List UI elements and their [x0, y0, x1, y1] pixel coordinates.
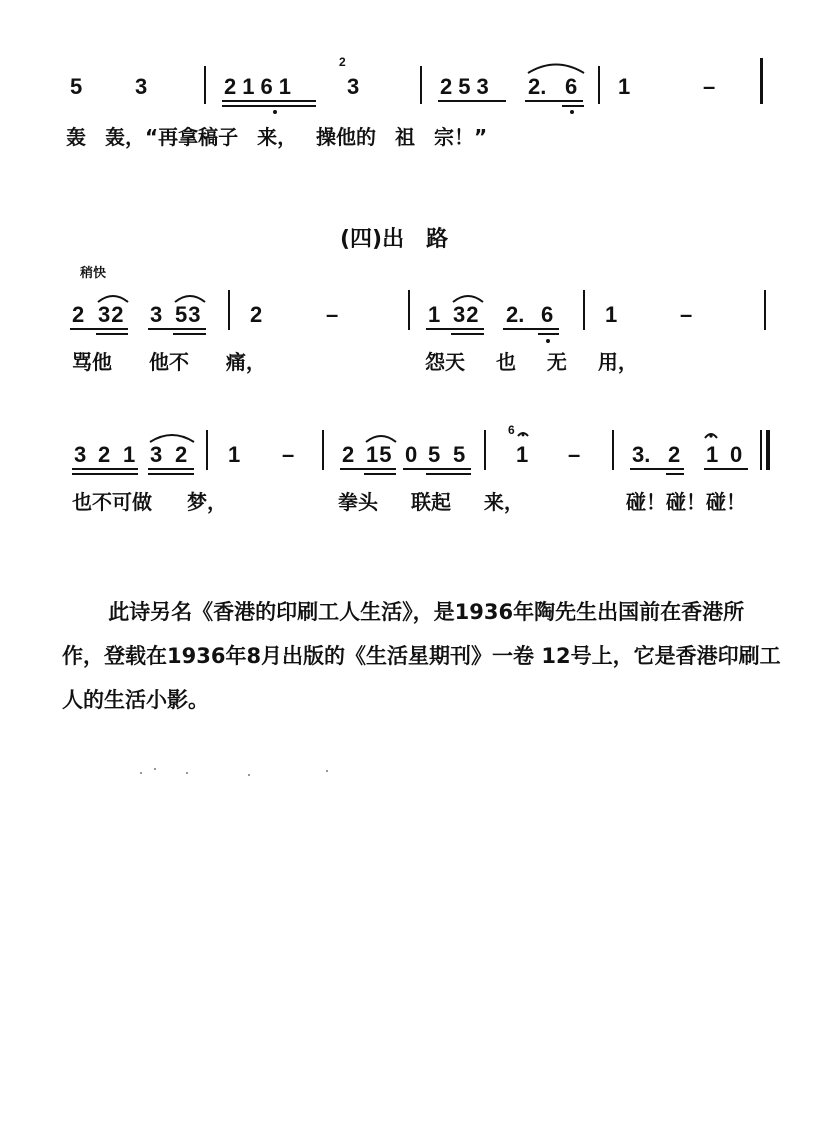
- scan-speck: [326, 770, 328, 772]
- note-group: 253: [440, 74, 495, 99]
- lyrics-line: 轰 轰，“再拿稿子 来， 操他的 祖 宗！”: [66, 125, 488, 149]
- lyrics-line: 也不可做 梦，: [72, 490, 227, 514]
- tie: [366, 436, 396, 442]
- note: 1: [516, 442, 529, 467]
- slur-marks: [0, 0, 830, 560]
- note-group: 15: [366, 442, 393, 467]
- lyrics-line: 拳头 联起 来，: [338, 490, 524, 514]
- tie: [528, 65, 584, 74]
- note: 1: [618, 74, 631, 99]
- note: 1: [123, 442, 136, 467]
- note: 1: [605, 302, 618, 327]
- scan-speck: [154, 768, 156, 770]
- grace-note: 6: [508, 423, 515, 437]
- note: 2: [668, 442, 681, 467]
- note: 5: [453, 442, 466, 467]
- note-group: 2161: [224, 74, 297, 99]
- note: 0: [405, 442, 418, 467]
- lyrics-line: 骂他 他不 痛，: [72, 350, 266, 374]
- note-group: 32: [98, 302, 125, 327]
- note: 3: [74, 442, 87, 467]
- note: 2: [175, 442, 188, 467]
- dash: –: [680, 302, 693, 327]
- tie: [175, 296, 205, 302]
- note: 0: [730, 442, 743, 467]
- note: 6: [541, 302, 554, 327]
- note: 2: [250, 302, 263, 327]
- note: 1: [428, 302, 441, 327]
- scan-speck: [248, 774, 250, 776]
- tie: [150, 435, 194, 442]
- note: 1: [706, 442, 719, 467]
- note: 2: [98, 442, 111, 467]
- note: 1: [228, 442, 241, 467]
- note-group: 53: [175, 302, 202, 327]
- dash: –: [568, 442, 581, 467]
- note: 2: [342, 442, 355, 467]
- dash: –: [703, 74, 716, 99]
- note-group: 32: [453, 302, 480, 327]
- note: 3: [150, 302, 163, 327]
- note: 3: [135, 74, 148, 99]
- note: 2.: [506, 302, 525, 327]
- note: 3: [347, 74, 360, 99]
- fermata-dot: [522, 434, 525, 437]
- commentary-text: 此诗另名《香港的印刷工人生活》，是1936年陶先生出国前在香港所作，登载在1936年8月出版的《生活星期刊》一卷 12号上，它是香港印刷工人的生活小影。: [62, 600, 781, 712]
- scan-speck: [186, 772, 188, 774]
- note: 2.: [528, 74, 547, 99]
- dash: –: [282, 442, 295, 467]
- scan-speck: [140, 772, 142, 774]
- fermata-dot: [709, 434, 712, 437]
- tempo-marking: 稍快: [80, 266, 107, 281]
- lyrics-line: 碰！碰！碰！: [626, 490, 746, 514]
- note: 6: [565, 74, 578, 99]
- tie: [98, 296, 128, 302]
- grace-note: 2: [339, 55, 346, 69]
- note: 2: [72, 302, 85, 327]
- note: 3: [150, 442, 163, 467]
- note: 5: [70, 74, 83, 99]
- note: 5: [428, 442, 441, 467]
- tie: [453, 296, 483, 302]
- note: 3.: [632, 442, 651, 467]
- lyrics-line: 怨天 也 无 用，: [425, 350, 638, 374]
- commentary-paragraph: [62, 590, 782, 722]
- dash: –: [326, 302, 339, 327]
- section-title: (四)出 路: [340, 227, 449, 252]
